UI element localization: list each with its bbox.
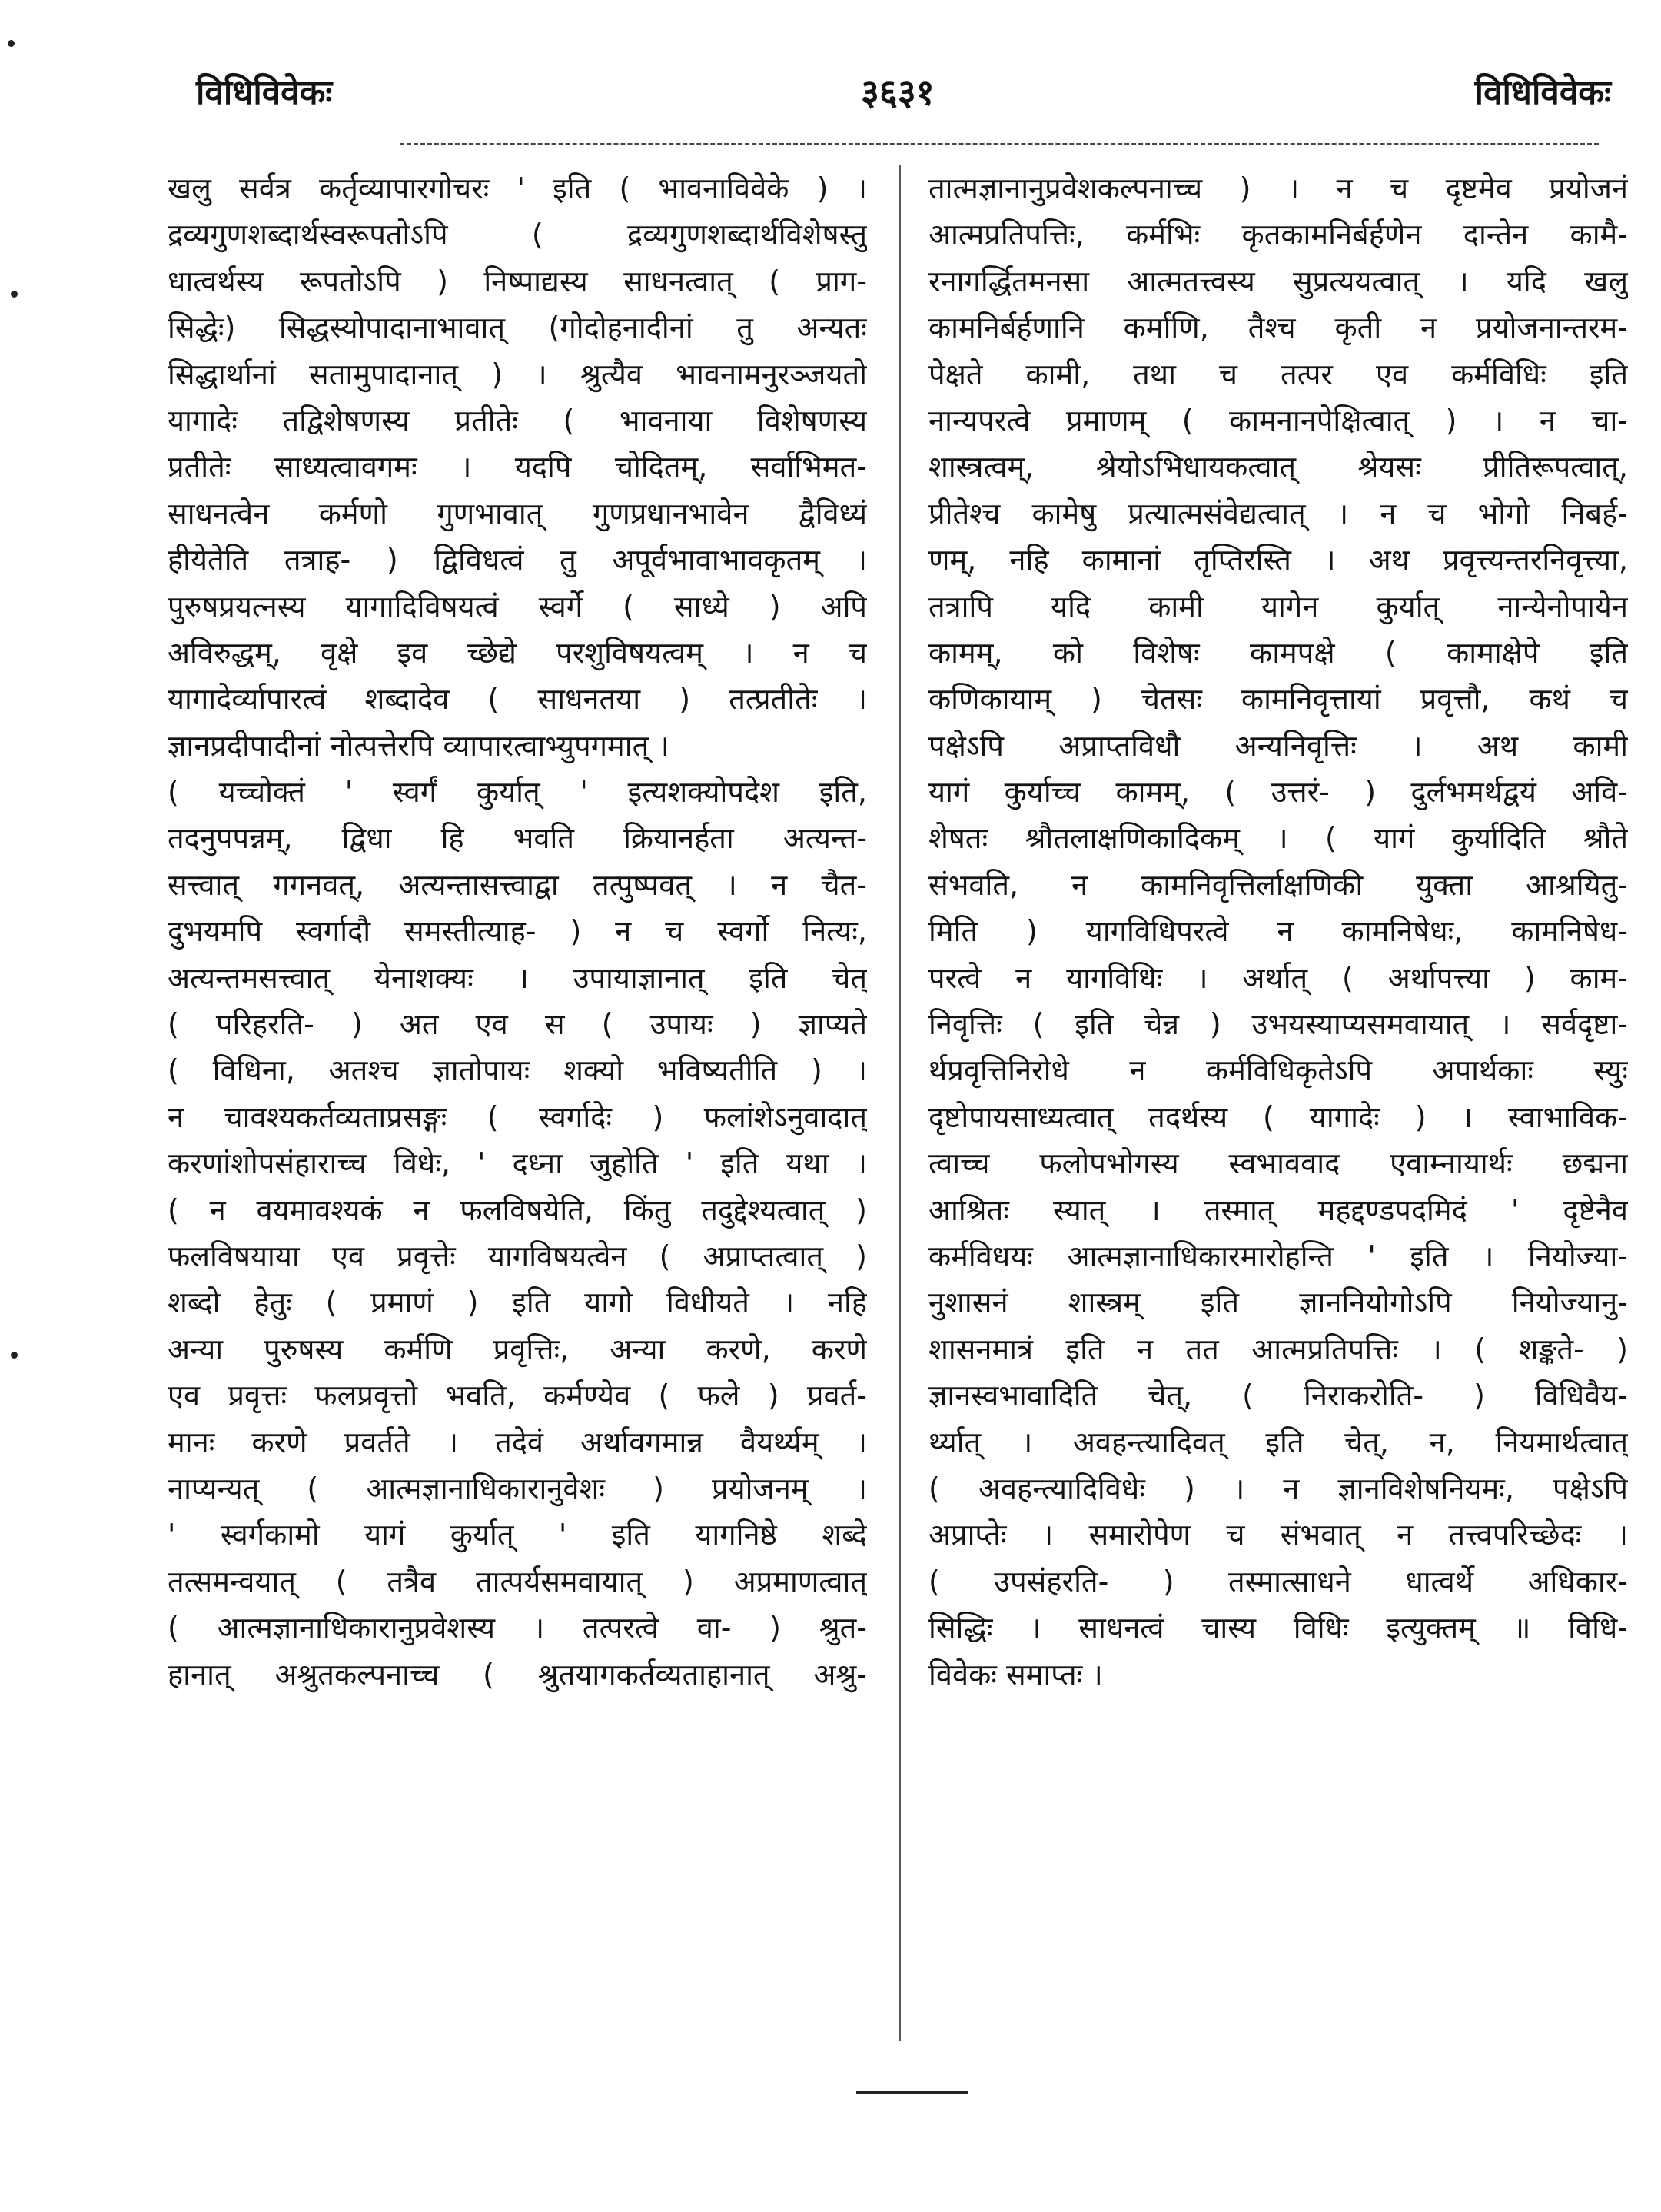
text-line: ज्ञानप्रदीपादीनां नोत्पत्तेरपि व्यापारत्वाभ्युपगमात् । <box>168 728 669 763</box>
header-left-title: विधिविवेकः <box>196 73 333 112</box>
text-line: कर्मविधयः आत्मज्ञानाधिकारमारोहन्ति ' इति । नियोज्या- <box>928 1239 1628 1273</box>
text-line: कणिकायाम् ) चेतसः कामनिवृत्तायां प्रवृत्तौ, कथं च <box>928 682 1628 717</box>
text-line: ' स्वर्गकामो यागं कुर्यात् ' इति यागनिष्ठे शब्दे <box>168 1518 867 1552</box>
text-line: ( परिहरति- ) अत एव स ( उपायः ) ज्ञाप्यते <box>168 1007 867 1042</box>
text-line: र्थप्रवृत्तिनिरोधे न कर्मविधिकृतेऽपि अपार्थकाः स्युः <box>928 1053 1628 1088</box>
text-line: ज्ञानस्वभावादिति चेत्, ( निराकरोति- ) विधिवैय- <box>928 1379 1628 1413</box>
margin-speck <box>11 1352 18 1359</box>
text-line: धात्वर्थस्य रूपतोऽपि ) निष्पाद्यस्य साधनत्वात् ( प्राग- <box>168 264 867 298</box>
text-line: त्वाच्च फलोपभोगस्य स्वभाववाद एवाम्नायार्थः छद्मना <box>928 1146 1628 1181</box>
text-line: ( न वयमावश्यकं न फलविषयेति, किंतु तदुद्देश्यत्वात् ) <box>168 1192 867 1227</box>
text-line: तात्मज्ञानानुप्रवेशकल्पनाच्च ) । न च दृष्टमेव प्रयोजनं <box>928 171 1628 205</box>
text-line: अन्या पुरुषस्य कर्मणि प्रवृत्तिः, अन्या करणे, करणे <box>168 1332 867 1366</box>
text-line: प्रतीतेः साध्यत्वावगमः । यदपि चोदितम्, सर्वाभिमत- <box>168 450 867 484</box>
text-line: निवृत्तिः ( इति चेन्न ) उभयस्याप्यसमवायात् । सर्वदृष्टा- <box>928 1007 1628 1042</box>
text-line: यागादेः तद्विशेषणस्य प्रतीतेः ( भावनाया विशेषणस्य <box>168 403 867 437</box>
text-line: अप्राप्तेः । समारोपेण च संभवात् न तत्त्वपरिच्छेदः । <box>928 1518 1628 1552</box>
text-line: द्रव्यगुणशब्दार्थस्वरूपतोऽपि ( द्रव्यगुणशब्दार्थविशेषस्तु <box>168 218 867 252</box>
margin-speck <box>8 40 15 47</box>
text-line: तत्रापि यदि कामी यागेन कुर्यात् नान्येनोपायेन <box>928 589 1628 624</box>
text-line: मिति ) यागविधिपरत्वे न कामनिषेधः, कामनिषेध- <box>928 914 1628 949</box>
text-line: अत्यन्तमसत्त्वात् येनाशक्यः । उपायाज्ञानात् इति चेत् <box>168 960 867 995</box>
text-line: नुशासनं शास्त्रम् इति ज्ञाननियोगोऽपि नियोज्यानु- <box>928 1286 1628 1320</box>
text-line: मानः करणे प्रवर्तते । तदेवं अर्थावगमान्न वैयर्थ्यम् । <box>168 1425 867 1459</box>
text-line: ( यच्चोक्तं ' स्वर्गं कुर्यात् ' इत्यशक्योपदेश इति, <box>168 775 867 810</box>
text-line: न चावश्यकर्तव्यताप्रसङ्गः ( स्वर्गादेः ) फलांशेऽनुवादात् <box>168 1099 867 1134</box>
text-line: करणांशोपसंहाराच्च विधेः, ' दध्ना जुहोति ' इति यथा । <box>168 1146 867 1181</box>
text-line: ( उपसंहरति- ) तस्मात्साधने धात्वर्थे अधिकार- <box>928 1564 1628 1598</box>
text-line: विवेकः समाप्तः । <box>928 1657 1103 1691</box>
text-line: यागादेर्व्यापारत्वं शब्दादेव ( साधनतया ) तत्प्रतीतेः । <box>168 682 867 717</box>
text-line: आत्मप्रतिपत्तिः, कर्मभिः कृतकामनिर्बर्हणेन दान्तेन कामै- <box>928 218 1628 252</box>
text-line: ( विधिना, अतश्च ज्ञातोपायः शक्यो भविष्यतीति ) । <box>168 1053 867 1088</box>
text-line: सिद्धार्थानां सतामुपादानात् ) । श्रुत्यैव भावनामनुरञ्जयतो <box>168 357 867 391</box>
text-line: र्थ्यात् । अवहन्त्यादिवत् इति चेत्, न, नियमार्थत्वात् <box>928 1425 1628 1459</box>
text-line: एव प्रवृत्तः फलप्रवृत्तो भवति, कर्मण्येव ( फले ) प्रवर्त- <box>168 1379 867 1413</box>
running-header <box>196 68 1611 129</box>
margin-speck <box>11 291 18 298</box>
text-line: हानात् अश्रुतकल्पनाच्च ( श्रुतयागकर्तव्यताहानात् अश्रु- <box>168 1657 867 1691</box>
text-line: शब्दो हेतुः ( प्रमाणं ) इति यागो विधीयते । नहि <box>168 1286 867 1320</box>
text-line: णम्, नहि कामानां तृप्तिरस्ति । अथ प्रवृत्त्यन्तरनिवृत्त्या, <box>928 543 1628 577</box>
text-line: फलविषयाया एव प्रवृत्तेः यागविषयत्वेन ( अप्राप्तत्वात् ) <box>168 1239 867 1273</box>
text-line: साधनत्वेन कर्मणो गुणभावात् गुणप्रधानभावेन द्वैविध्यं <box>168 496 867 531</box>
footer-rule <box>856 2091 968 2094</box>
text-line: नाप्यन्यत् ( आत्मज्ञानाधिकारानुवेशः ) प्रयोजनम् । <box>168 1471 867 1505</box>
page-number: ३६३१ <box>861 72 935 113</box>
header-right-title: विधिविवेकः <box>1474 73 1611 112</box>
text-line: ( आत्मज्ञानाधिकारानुप्रवेशस्य । तत्परत्वे वा- ) श्रुत- <box>168 1611 867 1645</box>
text-line: पक्षेऽपि अप्राप्तविधौ अन्यनिवृत्तिः । अथ कामी <box>928 728 1628 763</box>
text-line: कामनिर्बर्हणानि कर्माणि, तैश्च कृती न प्रयोजनान्तरम- <box>928 311 1628 345</box>
column-divider <box>899 165 901 2041</box>
text-line: परत्वे न यागविधिः । अर्थात् ( अर्थापत्त्या ) काम- <box>928 960 1628 995</box>
text-line: अविरुद्धम्, वृक्षे इव च्छेद्ये परशुविषयत्वम् । न च <box>168 635 867 670</box>
header-rule <box>400 143 1599 145</box>
text-line: संभवति, न कामनिवृत्तिर्लाक्षणिकी युक्ता आश्रयितु- <box>928 867 1628 902</box>
text-line: दुभयमपि स्वर्गादौ समस्तीत्याह- ) न च स्वर्गो नित्यः, <box>168 914 867 949</box>
text-line: तत्समन्वयात् ( तत्रैव तात्पर्यसमवायात् ) अप्रमाणत्वात् <box>168 1564 867 1598</box>
text-line: कामम्, को विशेषः कामपक्षे ( कामाक्षेपे इति <box>928 635 1628 670</box>
text-line: सिद्धेः) सिद्धस्योपादानाभावात् (गोदोहनादीनां तु अन्यतः <box>168 311 867 345</box>
text-line: शेषतः श्रौतलाक्षणिकादिकम् । ( यागं कुर्यादिति श्रौते <box>928 821 1628 856</box>
right-column <box>928 165 1628 1698</box>
text-line: प्रीतेश्च कामेषु प्रत्यात्मसंवेद्यत्वात् । न च भोगो निबर्ह- <box>928 496 1628 531</box>
text-line: खलु सर्वत्र कर्तृव्यापारगोचरः ' इति ( भावनाविवेके ) । <box>168 171 867 205</box>
text-line: सत्त्वात् गगनवत्, अत्यन्तासत्त्वाद्वा तत्पुष्पवत् । न चैत- <box>168 867 867 902</box>
text-line: शासनमात्रं इति न तत आत्मप्रतिपत्तिः । ( शङ्कते- ) <box>928 1332 1628 1366</box>
text-line: आश्रितः स्यात् । तस्मात् महद्दण्डपदमिदं ' दृष्टेनैव <box>928 1192 1628 1227</box>
text-line: नान्यपरत्वे प्रमाणम् ( कामनानपेक्षित्वात् ) । न चा- <box>928 403 1628 437</box>
text-line: हीयेतेति तत्राह- ) द्विविधत्वं तु अपूर्वभावाभावकृतम् । <box>168 543 867 577</box>
text-line: पेक्षते कामी, तथा च तत्पर एव कर्मविधिः इति <box>928 357 1628 391</box>
text-line: सिद्धिः । साधनत्वं चास्य विधिः इत्युक्तम् ॥ विधि- <box>928 1611 1628 1645</box>
text-line: रनागर्द्धितमनसा आत्मतत्त्वस्य सुप्रत्ययत्वात् । यदि खलु <box>928 264 1628 298</box>
left-column <box>168 165 867 1698</box>
text-line: दृष्टोपायसाध्यत्वात् तदर्थस्य ( यागादेः ) । स्वाभाविक- <box>928 1099 1628 1134</box>
text-line: यागं कुर्याच्च कामम्, ( उत्तरं- ) दुर्लभमर्थद्वयं अवि- <box>928 775 1628 810</box>
text-line: पुरुषप्रयत्नस्य यागादिविषयत्वं स्वर्गे ( साध्ये ) अपि <box>168 589 867 624</box>
text-line: शास्त्रत्वम्, श्रेयोऽभिधायकत्वात् श्रेयसः प्रीतिरूपत्वात्, <box>928 450 1628 484</box>
text-line: तदनुपपन्नम्, द्विधा हि भवति क्रियानर्हता अत्यन्त- <box>168 821 867 856</box>
text-line: ( अवहन्त्यादिविधेः ) । न ज्ञानविशेषनियमः, पक्षेऽपि <box>928 1471 1628 1505</box>
